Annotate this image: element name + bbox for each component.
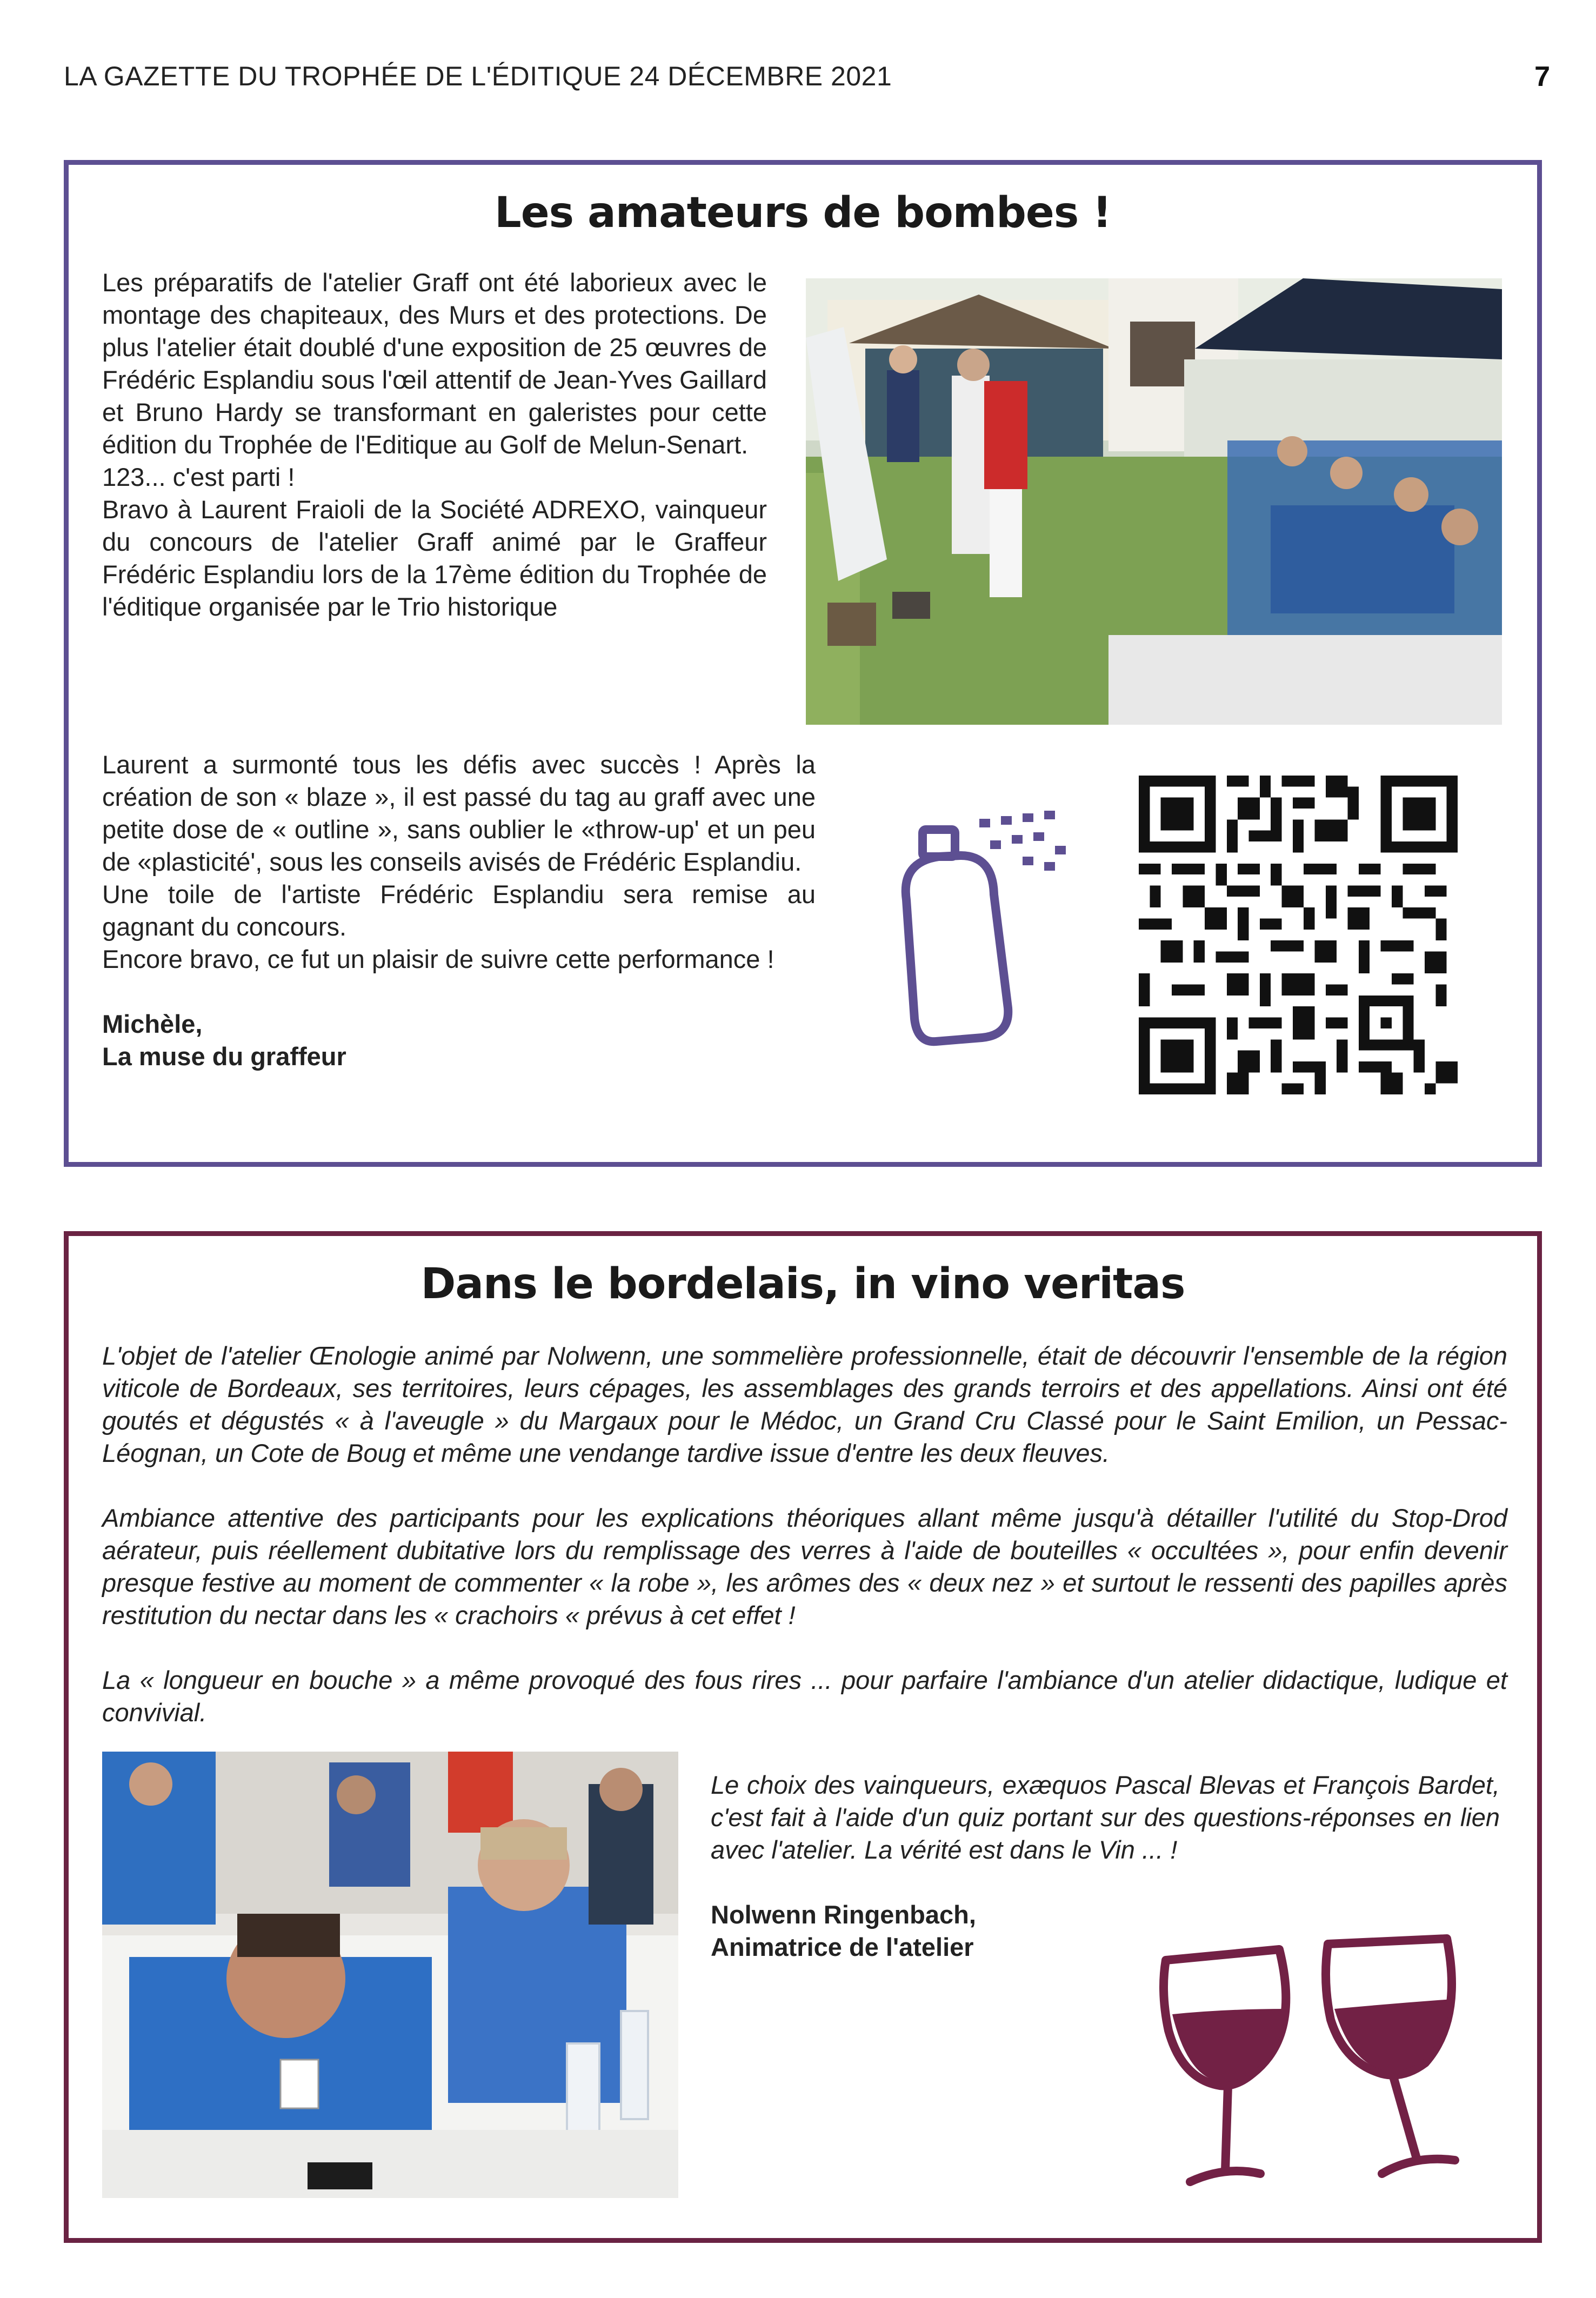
signature-name: Nolwenn Ringenbach, — [711, 1900, 976, 1929]
paragraph: Encore bravo, ce fut un plaisir de suivre cette performance ! — [102, 945, 774, 973]
wine-glasses-icon — [1144, 1928, 1490, 2209]
side-paragraph: Le choix des vainqueurs, exæquos Pascal Blevas et François Bardet, c'est fait à l'aide d'un quiz portant sur des questions-réponses en lien avec l'atelier. La vérité est dans le Vin ... ! — [711, 1771, 1500, 1864]
spray-can-icon — [869, 797, 1085, 1051]
article-graff-title: Les amateurs de bombes ! — [495, 189, 1111, 237]
qr-code[interactable] — [1139, 776, 1458, 1094]
signature-role: Animatrice de l'atelier — [711, 1933, 974, 1961]
paragraph: Laurent a surmonté tous les défis avec succès ! Après la création de son « blaze », il est passé du tag au graff avec une petite dose de « outline », sans oublier le «throw-up' et un peu de «plasticité', sous les conseils avisés de Frédéric Esplandiu. — [102, 750, 816, 876]
graff-workshop-photo — [806, 278, 1502, 725]
article-oenologie-title: Dans le bordelais, in vino veritas — [420, 1260, 1185, 1308]
paragraph: Ambiance attentive des participants pour les explications théoriques allant même jusqu'à détailler l'utilité du Stop-Drod aérateur, puis réellement dubitative lors du remplissage des verres à l'aide de bouteilles « occultées », pour enfin devenir presque festive au moment de commenter « la robe », les arômes des « deux nez » et surtout le ressenti des papilles après restitution du nectar dans les « crachoirs « prévus à cet effet ! — [102, 1504, 1507, 1629]
signature-name: Michèle, — [102, 1010, 203, 1038]
signature-role: La muse du graffeur — [102, 1042, 346, 1071]
article-graff — [64, 160, 1542, 1167]
page-header — [64, 61, 1550, 104]
article-graff-intro — [102, 266, 767, 623]
article-oenologie-body — [102, 1340, 1507, 1761]
wine-tasting-photo — [102, 1752, 678, 2198]
article-graff-body — [102, 749, 816, 1073]
paragraph: 123... c'est parti ! — [102, 463, 295, 491]
paragraph: Bravo à Laurent Fraioli de la Société ADREXO, vainqueur du concours de l'atelier Graff animé par le Graffeur Frédéric Esplandiu lors de la 17ème édition du Trophée de l'éditique organisée par le Trio historique — [102, 495, 767, 621]
paragraph: L'objet de l'atelier Œnologie animé par Nolwenn, une sommelière professionnelle, était de découvrir l'ensemble de la région viticole de Bordeaux, ses territoires, leurs cépages, les assemblages des grands terroirs et des appellations. Ainsi ont été goutés et dégustés « à l'aveugle » du Margaux pour le Médoc, un Grand Cru Classé pour le Saint Emilion, un Pessac-Léognan, un Cote de Boug et même une vendange tardive issue d'entre les deux fleuves. — [102, 1341, 1507, 1467]
header-title: LA GAZETTE DU TROPHÉE DE L'ÉDITIQUE 24 DÉCEMBRE 2021 — [64, 61, 892, 91]
paragraph: La « longueur en bouche » a même provoqué des fous rires ... pour parfaire l'ambiance d'un atelier didactique, ludique et convivial. — [102, 1666, 1507, 1727]
page-number: 7 — [1534, 61, 1550, 92]
paragraph: Une toile de l'artiste Frédéric Esplandiu sera remise au gagnant du concours. — [102, 880, 816, 941]
article-oenologie — [64, 1231, 1542, 2243]
paragraph: Les préparatifs de l'atelier Graff ont été laborieux avec le montage des chapiteaux, des Murs et des protections. De plus l'atelier était doublé d'une exposition de 25 œuvres de Frédéric Esplandiu sous l'œil attentif de Jean-Yves Gaillard et Bruno Hardy se transformant en galeristes pour cette édition du Trophée de l'Editique au Golf de Melun-Senart. — [102, 268, 767, 459]
